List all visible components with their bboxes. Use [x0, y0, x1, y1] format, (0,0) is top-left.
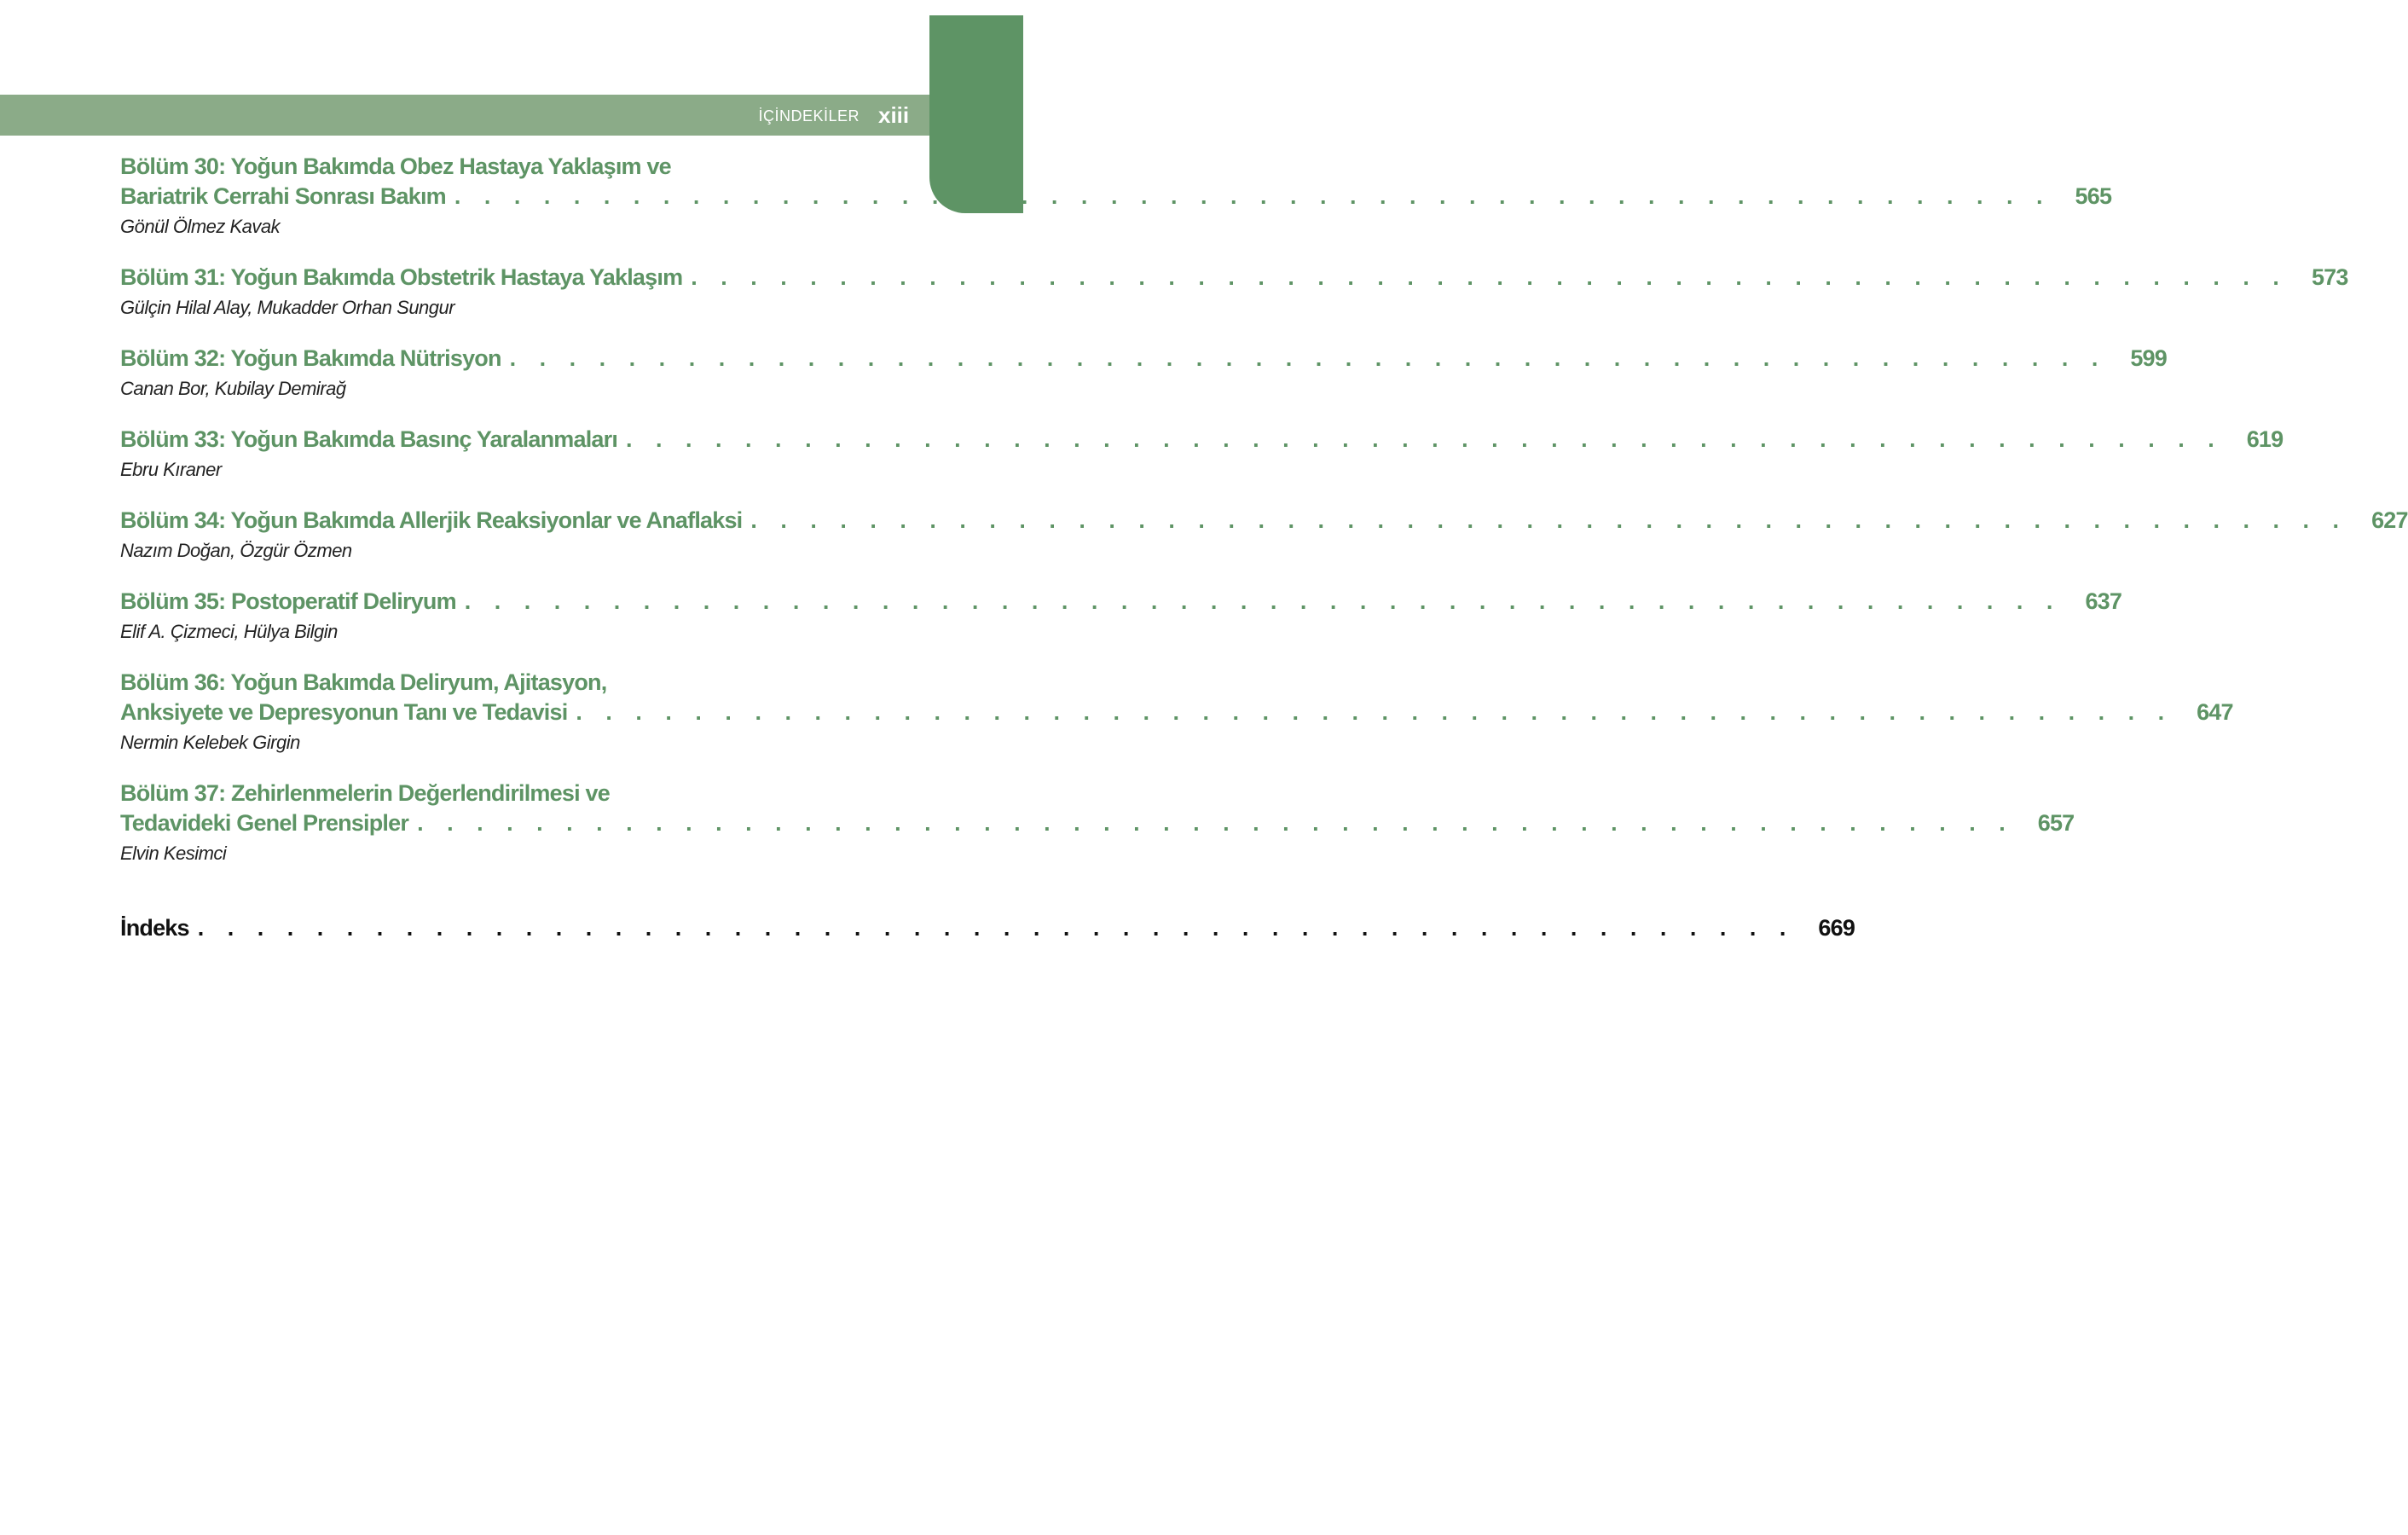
table-of-contents — [120, 154, 2408, 969]
toc-entry-chapter-32[interactable] — [120, 345, 2167, 403]
toc-line — [120, 426, 2284, 456]
toc-line — [120, 154, 903, 183]
chapter-title-line2: Bariatrik Cerrahi Sonrası Bakım — [120, 183, 446, 209]
chapter-title-line1: Bölüm 30: Yoğun Bakımda Obez Hastaya Yaklaşım ve — [120, 154, 671, 179]
chapter-page-number: 657 — [2037, 810, 2075, 836]
index-title: İndeks — [120, 915, 189, 941]
toc-line — [120, 810, 2075, 840]
dot-leader: . . . . . . . . . . . . . . . . . . . . . . . . . . . . . . . . . . . . . . . . . . . . . . . . . . . . . . — [626, 426, 2223, 452]
chapter-title: Bölüm 31: Yoğun Bakımda Obstetrik Hastaya Yaklaşım — [120, 264, 683, 290]
chapter-page-number: 573 — [2311, 264, 2348, 290]
dot-leader: . . . . . . . . . . . . . . . . . . . . . . . . . . . . . . . . . . . . . . . . . . . . . . . . . . . . . . — [464, 588, 2062, 614]
chapter-page-number: 565 — [2075, 183, 2112, 209]
toc-line — [120, 183, 2112, 213]
chapter-authors: Nermin Kelebek Girgin — [120, 732, 300, 753]
chapter-page-number: 627 — [2371, 507, 2408, 533]
toc-line — [120, 780, 903, 810]
chapter-authors: Gülçin Hilal Alay, Mukadder Orhan Sungur — [120, 297, 455, 318]
chapter-authors: Elif A. Çizmeci, Hülya Bilgin — [120, 621, 338, 642]
toc-line — [120, 669, 903, 699]
chapter-title: Bölüm 34: Yoğun Bakımda Allerjik Reaksiyonlar ve Anaflaksi — [120, 507, 743, 533]
chapter-title: Bölüm 35: Postoperatif Deliryum — [120, 588, 456, 614]
dot-leader: . . . . . . . . . . . . . . . . . . . . . . . . . . . . . . . . . . . . . . . . . . . . . . . . . . . . . . — [454, 183, 2052, 209]
chapter-page-number: 647 — [2197, 699, 2233, 725]
toc-line — [120, 507, 2408, 537]
toc-entry-index[interactable] — [120, 915, 1855, 945]
dot-leader: . . . . . . . . . . . . . . . . . . . . . . . . . . . . . . . . . . . . . . . . . . . . . . . . . . . . . . — [417, 810, 2014, 836]
chapter-title-line1: Bölüm 37: Zehirlenmelerin Değerlendirilmesi ve — [120, 780, 610, 806]
index-page-number: 669 — [1818, 915, 1855, 941]
chapter-title-line2: Tedavideki Genel Prensipler — [120, 810, 409, 836]
dot-leader: . . . . . . . . . . . . . . . . . . . . . . . . . . . . . . . . . . . . . . . . . . . . . . . . . . . . . . — [576, 699, 2174, 725]
chapter-authors: Elvin Kesimci — [120, 843, 227, 864]
chapter-title: Bölüm 32: Yoğun Bakımda Nütrisyon — [120, 345, 501, 371]
chapter-page-number: 599 — [2130, 345, 2167, 371]
toc-entry-chapter-36[interactable] — [120, 669, 2233, 756]
toc-line — [120, 345, 2167, 375]
running-header-title: İÇİNDEKİLER — [758, 107, 860, 125]
toc-entry-chapter-35[interactable] — [120, 588, 2122, 646]
chapter-title-line2: Anksiyete ve Depresyonun Tanı ve Tedavisi — [120, 699, 568, 725]
toc-entry-chapter-31[interactable] — [120, 264, 2348, 321]
toc-line — [120, 264, 2348, 294]
chapter-authors: Ebru Kıraner — [120, 459, 222, 480]
chapter-authors: Gönül Ölmez Kavak — [120, 216, 281, 237]
dot-leader: . . . . . . . . . . . . . . . . . . . . . . . . . . . . . . . . . . . . . . . . . . . . . . . . . . . . . . — [509, 345, 2107, 371]
dot-leader: . . . . . . . . . . . . . . . . . . . . . . . . . . . . . . . . . . . . . . . . . . . . . . . . . . . . . . — [691, 264, 2288, 290]
chapter-authors: Nazım Doğan, Özgür Özmen — [120, 540, 352, 561]
page-number: xiii — [878, 102, 910, 128]
chapter-page-number: 619 — [2246, 426, 2284, 452]
toc-entry-chapter-34[interactable] — [120, 507, 2408, 565]
toc-entry-chapter-33[interactable] — [120, 426, 2284, 484]
dot-leader: . . . . . . . . . . . . . . . . . . . . . . . . . . . . . . . . . . . . . . . . . . . . . . . . . . . . . . — [197, 915, 1795, 941]
chapter-page-number: 637 — [2085, 588, 2122, 614]
dot-leader: . . . . . . . . . . . . . . . . . . . . . . . . . . . . . . . . . . . . . . . . . . . . . . . . . . . . . . — [750, 507, 2348, 533]
chapter-authors: Canan Bor, Kubilay Demirağ — [120, 378, 346, 399]
toc-line — [120, 915, 1855, 945]
toc-line — [120, 699, 2233, 729]
toc-line — [120, 588, 2122, 618]
toc-entry-chapter-30[interactable] — [120, 154, 2112, 240]
toc-entry-chapter-37[interactable] — [120, 780, 2075, 867]
chapter-title-line1: Bölüm 36: Yoğun Bakımda Deliryum, Ajitasyon, — [120, 669, 607, 695]
chapter-title: Bölüm 33: Yoğun Bakımda Basınç Yaralanmaları — [120, 426, 618, 452]
